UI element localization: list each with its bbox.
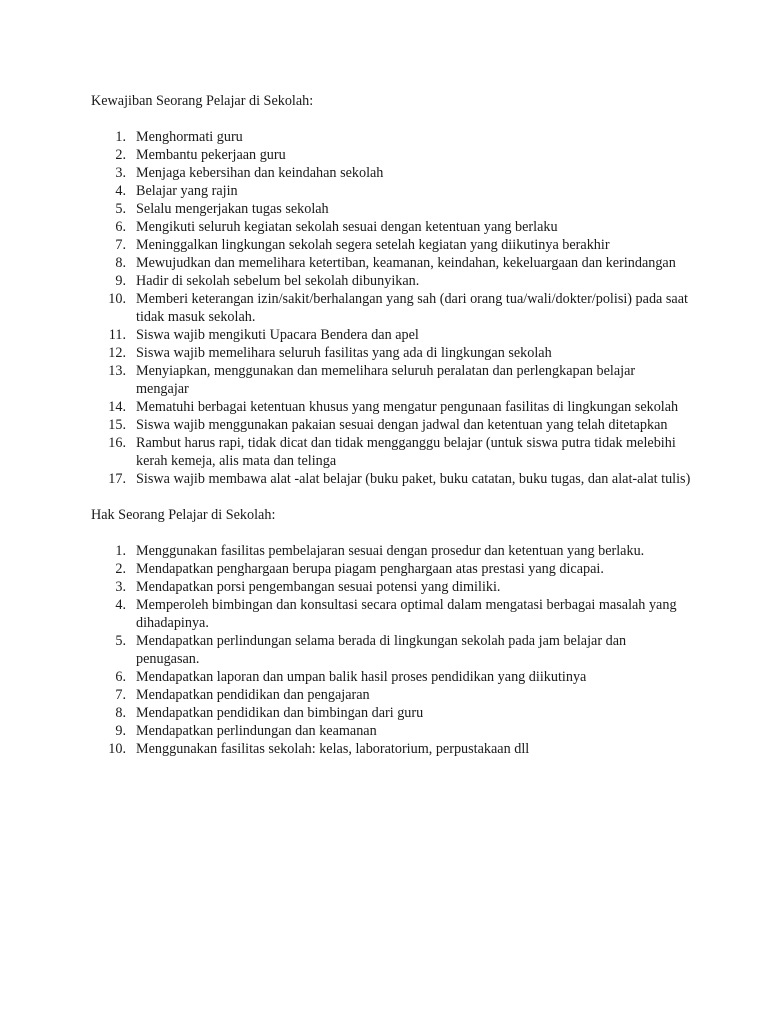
list-item-number: 6. (115, 669, 126, 685)
list-item-number: 10. (108, 741, 126, 757)
list-item-number: 2. (115, 561, 126, 577)
list-item-text: Rambut harus rapi, tidak dicat dan tidak mengganggu belajar (untuk siswa putra tidak melebihi kerah kemeja, alis mata dan telinga (136, 435, 676, 469)
list-item-number: 9. (115, 723, 126, 739)
list-item-number: 8. (115, 255, 126, 271)
list-item-number: 5. (115, 633, 126, 649)
list-item-text: Menggunakan fasilitas pembelajaran sesuai dengan prosedur dan ketentuan yang berlaku. (136, 543, 645, 559)
list-item (91, 272, 691, 290)
list-item-text: Mendapatkan perlindungan dan keamanan (136, 723, 377, 739)
list-item-text: Belajar yang rajin (136, 183, 238, 199)
list-item-text: Menghormati guru (136, 129, 243, 145)
list-item (91, 470, 691, 488)
list-item-text: Mendapatkan penghargaan berupa piagam penghargaan atas prestasi yang dicapai. (136, 561, 604, 577)
list-item-text: Mendapatkan laporan dan umpan balik hasil proses pendidikan yang diikutinya (136, 669, 587, 685)
list-item-number: 7. (115, 237, 126, 253)
list-item (91, 668, 691, 686)
list-item (91, 128, 691, 146)
list-item (91, 722, 691, 740)
list-item (91, 146, 691, 164)
list-item-number: 14. (108, 399, 126, 415)
list-item-text: Memperoleh bimbingan dan konsultasi secara optimal dalam mengatasi berbagai masalah yang dihadapinya. (136, 597, 677, 631)
list-item-number: 9. (115, 273, 126, 289)
list-item-text: Siswa wajib menggunakan pakaian sesuai dengan jadwal dan ketentuan yang telah ditetapkan (136, 417, 668, 433)
list-item (91, 362, 691, 398)
list-item (91, 164, 691, 182)
list-item-number: 13. (108, 363, 126, 379)
hak-title: Hak Seorang Pelajar di Sekolah: (91, 507, 276, 523)
list-item-text: Selalu mengerjakan tugas sekolah (136, 201, 329, 217)
list-item-text: Mewujudkan dan memelihara ketertiban, keamanan, keindahan, kekeluargaan dan kerindangan (136, 255, 676, 271)
list-item-number: 1. (115, 129, 126, 145)
list-item-number: 12. (108, 345, 126, 361)
list-item (91, 686, 691, 704)
list-item-number: 10. (108, 291, 126, 307)
section-gap (91, 488, 691, 506)
list-item-text: Siswa wajib mengikuti Upacara Bendera dan apel (136, 327, 419, 343)
list-item-number: 11. (108, 327, 126, 343)
hak-list (91, 542, 691, 758)
list-item-text: Mendapatkan porsi pengembangan sesuai potensi yang dimiliki. (136, 579, 501, 595)
list-item (91, 542, 691, 560)
list-item (91, 434, 691, 470)
list-item-number: 3. (115, 579, 126, 595)
list-item (91, 704, 691, 722)
list-item-number: 8. (115, 705, 126, 721)
list-item-text: Mendapatkan pendidikan dan pengajaran (136, 687, 370, 703)
list-item-number: 15. (108, 417, 126, 433)
list-item-text: Membantu pekerjaan guru (136, 147, 286, 163)
list-item-text: Menggunakan fasilitas sekolah: kelas, laboratorium, perpustakaan dll (136, 741, 530, 757)
list-item-text: Mendapatkan perlindungan selama berada di lingkungan sekolah pada jam belajar dan penugasan. (136, 633, 627, 667)
kewajiban-title: Kewajiban Seorang Pelajar di Sekolah: (91, 93, 314, 109)
list-item-number: 4. (115, 183, 126, 199)
list-item-text: Menjaga kebersihan dan keindahan sekolah (136, 165, 384, 181)
list-item-number: 3. (115, 165, 126, 181)
document-content (91, 92, 691, 758)
list-item-text: Mengikuti seluruh kegiatan sekolah sesuai dengan ketentuan yang berlaku (136, 219, 558, 235)
list-item (91, 740, 691, 758)
list-item-number: 5. (115, 201, 126, 217)
list-item-text: Siswa wajib memelihara seluruh fasilitas yang ada di lingkungan sekolah (136, 345, 552, 361)
list-item-number: 17. (108, 471, 126, 487)
list-item-text: Mematuhi berbagai ketentuan khusus yang mengatur pengunaan fasilitas di lingkungan sekolah (136, 399, 679, 415)
list-item-number: 6. (115, 219, 126, 235)
kewajiban-list (91, 128, 691, 488)
list-item-number: 16. (108, 435, 126, 451)
list-item (91, 578, 691, 596)
list-item (91, 182, 691, 200)
list-item (91, 254, 691, 272)
list-item (91, 290, 691, 326)
list-item (91, 326, 691, 344)
list-item (91, 200, 691, 218)
list-item-number: 4. (115, 597, 126, 613)
list-item-text: Menyiapkan, menggunakan dan memelihara seluruh peralatan dan perlengkapan belajar mengajar (136, 363, 636, 397)
list-item-text: Memberi keterangan izin/sakit/berhalangan yang sah (dari orang tua/wali/dokter/polisi) pada saat tidak masuk sekolah. (136, 291, 688, 325)
list-item (91, 596, 691, 632)
list-item-number: 7. (115, 687, 126, 703)
list-item-text: Mendapatkan pendidikan dan bimbingan dari guru (136, 705, 424, 721)
list-item (91, 632, 691, 668)
list-item (91, 560, 691, 578)
list-item-text: Siswa wajib membawa alat -alat belajar (buku paket, buku catatan, buku tugas, dan alat-alat tulis) (136, 471, 691, 487)
list-item-text: Meninggalkan lingkungan sekolah segera setelah kegiatan yang diikutinya berakhir (136, 237, 610, 253)
list-item-text: Hadir di sekolah sebelum bel sekolah dibunyikan. (136, 273, 420, 289)
list-item (91, 344, 691, 362)
list-item (91, 236, 691, 254)
list-item (91, 218, 691, 236)
list-item (91, 398, 691, 416)
list-item (91, 416, 691, 434)
list-item-number: 2. (115, 147, 126, 163)
list-item-number: 1. (115, 543, 126, 559)
